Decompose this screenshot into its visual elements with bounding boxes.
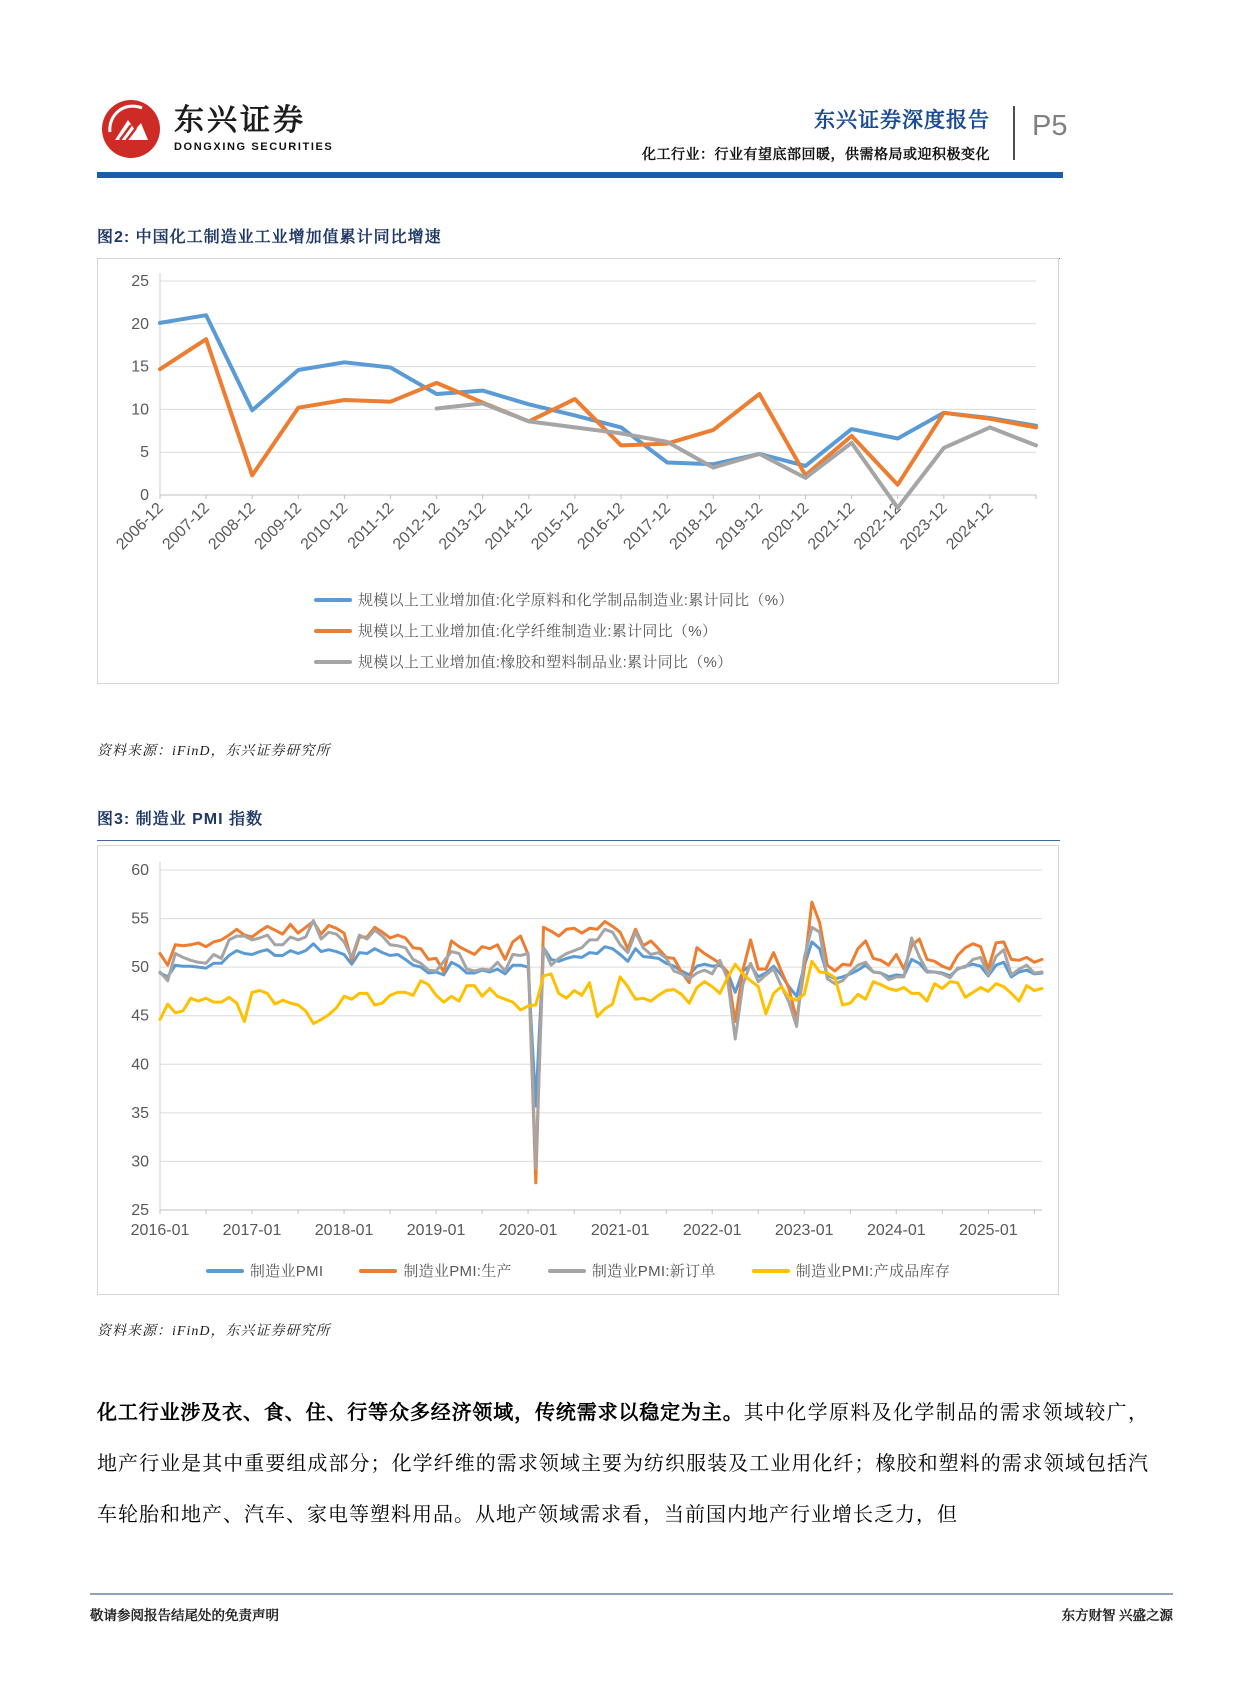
figure3-title: 图3: 制造业 PMI 指数: [97, 806, 1060, 841]
page-number: P5: [1032, 110, 1068, 142]
legend-label: 制造业PMI:生产: [403, 1263, 512, 1280]
svg-text:2011-12: 2011-12: [344, 499, 398, 553]
svg-text:0: 0: [140, 487, 149, 504]
figure3-chart-box: [97, 845, 1059, 1295]
legend-label: 规模以上工业增加值:化学纤维制造业:累计同比（%）: [358, 623, 718, 640]
legend-label: 规模以上工业增加值:橡胶和塑料制品业:累计同比（%）: [358, 654, 733, 671]
svg-text:2017-01: 2017-01: [222, 1222, 282, 1239]
legend-swatch: [314, 660, 352, 664]
legend-label: 制造业PMI: [249, 1263, 324, 1280]
svg-text:2024-01: 2024-01: [866, 1222, 926, 1239]
svg-text:2023-12: 2023-12: [897, 499, 951, 554]
logo-text-en: DONGXING SECURITIES: [174, 140, 334, 153]
dongxing-logo-icon: [100, 98, 162, 160]
figure2-chart-box: [97, 258, 1059, 684]
svg-text:2022-12: 2022-12: [850, 499, 905, 554]
svg-text:2010-12: 2010-12: [297, 499, 352, 554]
figure3-source: 资料来源：iFinD，东兴证券研究所: [97, 1324, 331, 1339]
figure2-legend: [314, 589, 794, 672]
svg-text:2022-01: 2022-01: [682, 1222, 742, 1239]
svg-text:5: 5: [140, 444, 149, 462]
legend-item: [548, 1260, 716, 1281]
legend-label: 制造业PMI:产成品库存: [795, 1263, 951, 1280]
svg-text:60: 60: [131, 862, 149, 879]
figure3-legend: [98, 1260, 1058, 1281]
svg-text:2021-01: 2021-01: [590, 1222, 650, 1239]
report-type-title: 东兴证券深度报告: [814, 109, 990, 132]
svg-text:2007-12: 2007-12: [159, 499, 213, 554]
svg-text:2020-01: 2020-01: [498, 1222, 558, 1239]
legend-swatch: [359, 1269, 397, 1273]
svg-text:2015-12: 2015-12: [528, 499, 582, 554]
svg-text:2016-01: 2016-01: [130, 1222, 190, 1239]
svg-text:2009-12: 2009-12: [251, 499, 306, 554]
svg-text:2016-12: 2016-12: [574, 499, 628, 554]
legend-item: [314, 589, 794, 610]
header-divider: [1013, 106, 1015, 160]
svg-text:2014-12: 2014-12: [482, 499, 536, 554]
svg-text:2019-01: 2019-01: [406, 1222, 466, 1239]
svg-text:2006-12: 2006-12: [113, 499, 167, 554]
legend-item: [314, 651, 794, 672]
legend-swatch: [206, 1269, 244, 1273]
svg-text:20: 20: [131, 315, 149, 333]
page-footer: [90, 1593, 1173, 1624]
svg-text:45: 45: [131, 1007, 149, 1025]
legend-item: [752, 1260, 950, 1281]
body-text: 其中化学原料及化学制品的需求领域较广，地产行业是其中重要组成部分；化学纤维的需求领域主要为纺织服装及工业用化纤；橡胶和塑料的需求领域包括汽车轮胎和地产、汽车、家电等塑料用品。从地产领域需求看，当前国内地产行业增长乏力，但: [97, 1402, 1150, 1526]
dongxing-logo: [100, 98, 333, 160]
svg-text:2012-12: 2012-12: [389, 499, 444, 554]
svg-text:35: 35: [131, 1104, 149, 1122]
svg-text:2023-01: 2023-01: [774, 1222, 834, 1239]
figure3-chart-svg: [98, 846, 1056, 1292]
footer-disclaimer: 敬请参阅报告结尾处的免责声明: [90, 1608, 279, 1623]
legend-item: [359, 1260, 512, 1281]
svg-text:50: 50: [131, 959, 149, 977]
svg-text:30: 30: [131, 1153, 149, 1171]
figure2-title: 图2: 中国化工制造业工业增加值累计同比增速: [97, 224, 1060, 259]
svg-text:15: 15: [131, 358, 149, 376]
svg-text:10: 10: [131, 401, 149, 419]
svg-text:2008-12: 2008-12: [205, 499, 260, 554]
svg-text:2025-01: 2025-01: [958, 1222, 1018, 1239]
svg-text:2017-12: 2017-12: [620, 499, 675, 554]
svg-text:40: 40: [131, 1056, 149, 1074]
logo-text-cn: 东兴证券: [174, 103, 306, 137]
legend-label: 制造业PMI:新订单: [591, 1263, 716, 1280]
svg-text:2020-12: 2020-12: [758, 499, 813, 554]
svg-text:25: 25: [131, 273, 149, 290]
legend-item: [314, 620, 794, 641]
footer-slogan: 东方财智 兴盛之源: [1061, 1608, 1173, 1623]
body-paragraph: [97, 1388, 1149, 1541]
svg-text:2018-01: 2018-01: [314, 1222, 374, 1239]
body-lead-bold: 化工行业涉及衣、食、住、行等众多经济领域，传统需求以稳定为主。: [97, 1402, 744, 1424]
svg-text:2019-12: 2019-12: [712, 499, 767, 554]
svg-text:2021-12: 2021-12: [804, 499, 859, 554]
legend-label: 规模以上工业增加值:化学原料和化学制品制造业:累计同比（%）: [358, 592, 794, 609]
svg-text:2018-12: 2018-12: [666, 499, 721, 554]
svg-text:55: 55: [131, 910, 149, 928]
svg-text:2013-12: 2013-12: [435, 499, 490, 554]
legend-swatch: [314, 629, 352, 633]
header-accent-bar: [97, 172, 1063, 178]
legend-swatch: [548, 1269, 586, 1273]
legend-swatch: [314, 598, 352, 602]
legend-swatch: [752, 1269, 790, 1273]
figure2-source: 资料来源：iFinD，东兴证券研究所: [97, 744, 331, 759]
svg-text:2024-12: 2024-12: [943, 499, 997, 554]
report-subtitle: 化工行业：行业有望底部回暖，供需格局或迎积极变化: [642, 148, 990, 163]
svg-text:25: 25: [131, 1202, 149, 1219]
legend-item: [206, 1260, 323, 1281]
